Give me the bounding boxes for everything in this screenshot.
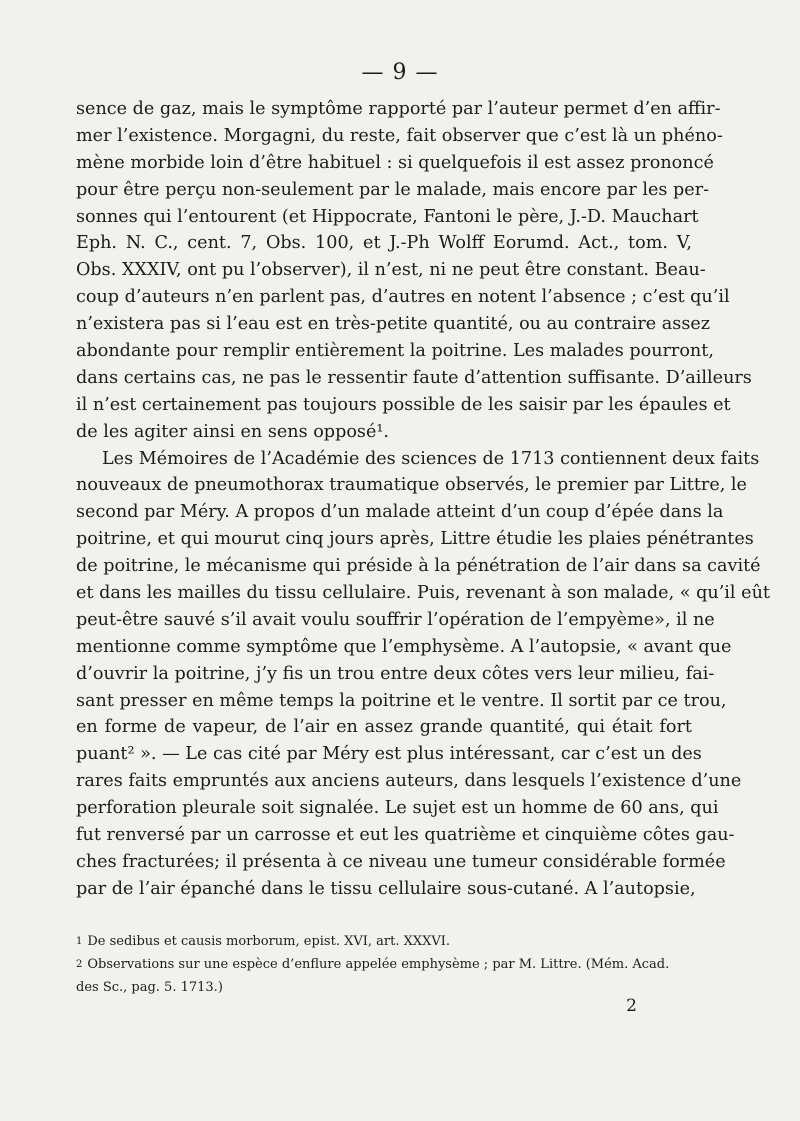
footnotes — [76, 930, 692, 999]
footnote-continuation — [76, 976, 692, 999]
text-line: mène morbide loin d’être habituel : si quelquefois il est assez prononcé — [76, 152, 714, 173]
text-line: de poitrine, le mécanisme qui préside à la pénétration de l’air dans sa cavité — [76, 556, 761, 577]
footnote — [76, 930, 692, 953]
text-line: rares faits empruntés aux anciens auteurs, dans lesquels l’existence d’une — [76, 771, 742, 792]
footnote-number: 2 — [76, 959, 83, 970]
footnote-text: des Sc., pag. 5. 1713.) — [76, 980, 223, 995]
text-line: dans certains cas, ne pas le ressentir faute d’attention suffisante. D’ailleurs — [76, 367, 752, 388]
text-line: mer l’existence. Morgagni, du reste, fait observer que c’est là un phéno- — [76, 125, 723, 146]
text-line: de les agiter ainsi en sens opposé¹. — [76, 421, 390, 442]
text-line: n’existera pas si l’eau est en très-petite quantité, ou au contraire assez — [76, 314, 711, 335]
text-line: sant presser en même temps la poitrine et le ventre. Il sortit par ce trou, — [76, 690, 727, 711]
footnote-text: De sedibus et causis morborum, epist. XVI, art. XXXVI. — [87, 934, 450, 949]
text-line: il n’est certainement pas toujours possible de les saisir par les épaules et — [76, 394, 731, 415]
text-line: Eph. N. C., cent. 7, Obs. 100, et J.-Ph Wolff Eorumd. Act., tom. V, — [76, 233, 692, 254]
text-line: Les Mémoires de l’Académie des sciences de 1713 contiennent deux faits — [102, 448, 760, 469]
text-line: d’ouvrir la poitrine, j’y fis un trou entre deux côtes vers leur milieu, fai- — [76, 663, 715, 684]
text-line: peut-être sauvé s’il avait voulu souffrir l’opération de l’empyème», il ne — [76, 609, 715, 630]
text-line: et dans les mailles du tissu cellulaire. Puis, revenant à son malade, « qu’il eût — [76, 583, 770, 604]
body-text — [76, 96, 770, 903]
footnote-number: 1 — [76, 936, 83, 947]
text-line: sence de gaz, mais le symptôme rapporté par l’auteur permet d’en affir- — [76, 99, 721, 119]
text-line: par de l’air épanché dans le tissu cellulaire sous-cutané. A l’autopsie, — [76, 878, 696, 899]
text-line: Obs. XXXIV, ont pu l’observer), il n’est, ni ne peut être constant. Beau- — [76, 260, 706, 281]
text-line: en forme de vapeur, de l’air en assez grande quantité, qui était fort — [76, 717, 692, 738]
page-number: — 9 — — [361, 60, 439, 85]
text-line: ches fracturées; il présenta à ce niveau une tumeur considérable formée — [76, 851, 726, 872]
text-line: puant² ». — Le cas cité par Méry est plus intéressant, car c’est un des — [76, 744, 702, 765]
text-line: fut renversé par un carrosse et eut les quatrième et cinquième côtes gau- — [76, 825, 735, 846]
text-line: pour être perçu non-seulement par le malade, mais encore par les per- — [76, 179, 710, 200]
text-line: second par Méry. A propos d’un malade atteint d’un coup d’épée dans la — [76, 502, 724, 523]
text-line: abondante pour remplir entièrement la poitrine. Les malades pourront, — [76, 341, 714, 362]
text-line: sonnes qui l’entourent (et Hippocrate, Fantoni le père, J.-D. Mauchart — [76, 206, 699, 227]
signature-mark: 2 — [626, 996, 637, 1016]
footnote — [76, 953, 692, 976]
text-line: coup d’auteurs n’en parlent pas, d’autres en notent l’absence ; c’est qu’il — [76, 287, 730, 308]
text-line: poitrine, et qui mourut cinq jours après, Littre étudie les plaies pénétrantes — [76, 529, 754, 550]
text-line: perforation pleurale soit signalée. Le sujet est un homme de 60 ans, qui — [76, 798, 719, 819]
text-line: mentionne comme symptôme que l’emphysème. A l’autopsie, « avant que — [76, 636, 732, 657]
text-line: nouveaux de pneumothorax traumatique observés, le premier par Littre, le — [76, 475, 747, 496]
footnote-text: Observations sur une espèce d’enflure appelée emphysème ; par M. Littre. (Mém. Acad. — [87, 957, 670, 972]
